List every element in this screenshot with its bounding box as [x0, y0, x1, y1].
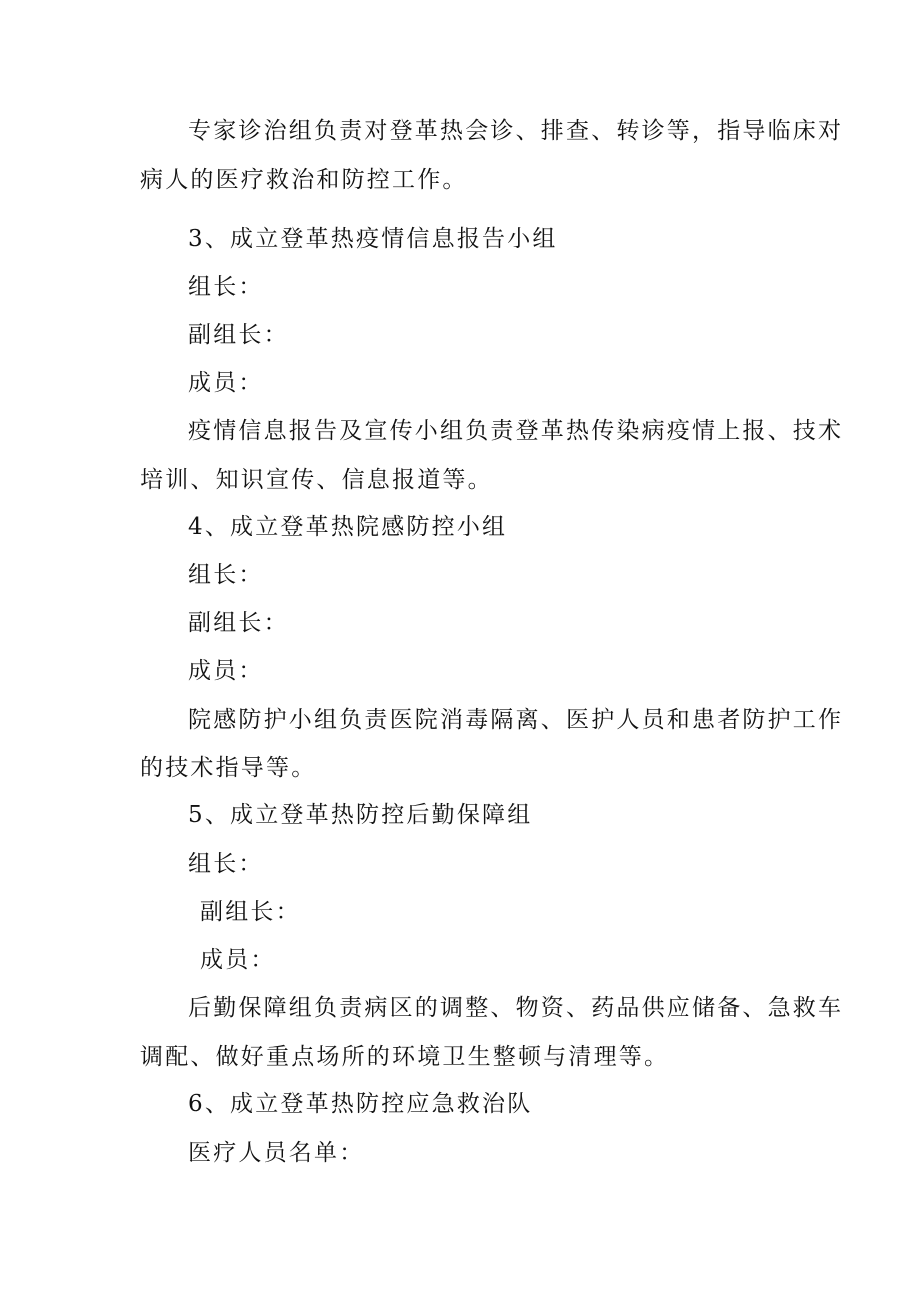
- field-label: 成员：: [188, 370, 264, 396]
- paragraph-line: 的技术指导等。: [140, 755, 317, 781]
- field-label: 组长：: [188, 274, 264, 300]
- field-label: 医疗人员名单：: [188, 1140, 365, 1166]
- paragraph-line: 院感防护小组负责医院消毒隔离、医护人员和患者防护工作: [188, 707, 844, 733]
- paragraph-line: 病人的医疗救治和防控工作。: [140, 167, 468, 193]
- paragraph-line: 后勤保障组负责病区的调整、物资、药品供应储备、急救车: [188, 995, 844, 1021]
- field-label: 组长：: [188, 562, 264, 588]
- paragraph-line: 疫情信息报告及宣传小组负责登革热传染病疫情上报、技术: [188, 418, 844, 444]
- field-label: 副组长：: [188, 610, 289, 636]
- field-label: 组长：: [188, 851, 264, 877]
- paragraph-line: 专家诊治组负责对登革热会诊、排查、转诊等，指导临床对: [188, 118, 844, 144]
- field-label: 副组长：: [200, 899, 301, 925]
- field-label: 成员：: [200, 947, 276, 973]
- field-label: 副组长：: [188, 322, 289, 348]
- paragraph-line: 培训、知识宣传、信息报道等。: [140, 467, 493, 493]
- section-heading: 5、成立登革热防控后勤保障组: [188, 802, 533, 828]
- paragraph-line: 调配、做好重点场所的环境卫生整顿与清理等。: [140, 1044, 670, 1070]
- section-heading: 3、成立登革热疫情信息报告小组: [188, 226, 558, 252]
- field-label: 成员：: [188, 658, 264, 684]
- section-heading: 4、成立登革热院感防控小组: [188, 514, 508, 540]
- section-heading: 6、成立登革热防控应急救治队: [188, 1091, 533, 1117]
